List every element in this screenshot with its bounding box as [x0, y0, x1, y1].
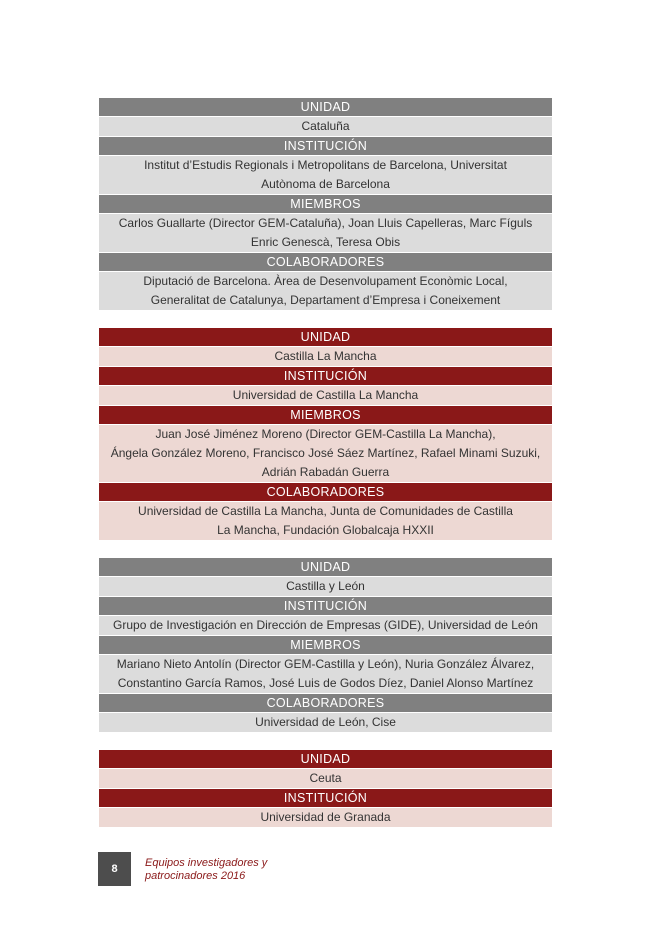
unit-block-castilla-la-mancha: [99, 328, 552, 540]
value-line: La Mancha, Fundación Globalcaja HXXII: [217, 523, 434, 537]
section-value-institucion: [99, 156, 552, 194]
value-line: Universidad de Castilla La Mancha: [232, 388, 419, 402]
value-line: Generalitat de Catalunya, Departament d’Empresa i Coneixement: [150, 293, 501, 307]
unit-block-ceuta: [99, 750, 552, 827]
section-value-unidad: [99, 347, 552, 366]
section-header-unidad: UNIDAD: [99, 328, 552, 346]
value-line: Ángela González Moreno, Francisco José Sáez Martínez, Rafael Minami Suzuki,: [110, 446, 541, 460]
section-header-colaboradores: COLABORADORES: [99, 694, 552, 712]
section-value-unidad: [99, 117, 552, 136]
value-line: Grupo de Investigación en Dirección de Empresas (GIDE), Universidad de León: [113, 618, 538, 632]
section-value-colaboradores: [99, 502, 552, 540]
section-value-institucion: [99, 808, 552, 827]
value-line: Diputació de Barcelona. Àrea de Desenvolupament Econòmic Local,: [143, 274, 508, 288]
section-value-institucion: [99, 616, 552, 635]
footer-title-line: Equipos investigadores y: [145, 857, 268, 869]
section-header-colaboradores: COLABORADORES: [99, 253, 552, 271]
value-line: Autònoma de Barcelona: [261, 177, 390, 191]
value-line: Constantino García Ramos, José Luis de Godos Díez, Daniel Alonso Martínez: [117, 676, 534, 690]
section-value-miembros: [99, 214, 552, 252]
unit-block-castilla-y-leon: [99, 558, 552, 732]
section-header-unidad: UNIDAD: [99, 750, 552, 768]
page-footer: [98, 852, 398, 886]
value-line: Enric Genescà, Teresa Obis: [250, 235, 401, 249]
section-header-miembros: MIEMBROS: [99, 195, 552, 213]
unit-block-cataluna: [99, 98, 552, 310]
section-value-unidad: [99, 577, 552, 596]
section-value-colaboradores: [99, 272, 552, 310]
value-line: Adrián Rabadán Guerra: [261, 465, 390, 479]
footer-title-line: patrocinadores 2016: [145, 870, 246, 882]
section-header-institucion: INSTITUCIÓN: [99, 137, 552, 155]
section-value-miembros: [99, 655, 552, 693]
value-line: Castilla La Mancha: [274, 349, 377, 363]
value-line: Universidad de Granada: [260, 810, 391, 824]
page-number: 8: [98, 852, 131, 886]
section-header-institucion: INSTITUCIÓN: [99, 597, 552, 615]
section-header-colaboradores: COLABORADORES: [99, 483, 552, 501]
value-line: Juan José Jiménez Moreno (Director GEM-Castilla La Mancha),: [155, 427, 496, 441]
section-header-institucion: INSTITUCIÓN: [99, 367, 552, 385]
footer-title: [145, 857, 267, 883]
section-header-miembros: MIEMBROS: [99, 406, 552, 424]
value-line: Ceuta: [309, 771, 342, 785]
value-line: Universidad de León, Cise: [255, 715, 396, 729]
value-line: Cataluña: [301, 119, 350, 133]
value-line: Universidad de Castilla La Mancha, Junta de Comunidades de Castilla: [138, 504, 513, 518]
section-header-institucion: INSTITUCIÓN: [99, 789, 552, 807]
value-line: Castilla y León: [286, 579, 365, 593]
section-value-institucion: [99, 386, 552, 405]
section-value-colaboradores: [99, 713, 552, 732]
research-units-list: [99, 98, 552, 828]
value-line: Institut d’Estudis Regionals i Metropolitans de Barcelona, Universitat: [144, 158, 507, 172]
section-header-miembros: MIEMBROS: [99, 636, 552, 654]
section-value-unidad: [99, 769, 552, 788]
section-value-miembros: [99, 425, 552, 482]
section-header-unidad: UNIDAD: [99, 558, 552, 576]
value-line: Mariano Nieto Antolín (Director GEM-Castilla y León), Nuria González Álvarez,: [116, 657, 535, 671]
value-line: Carlos Guallarte (Director GEM-Cataluña), Joan Lluis Capelleras, Marc Fíguls: [118, 216, 533, 230]
section-header-unidad: UNIDAD: [99, 98, 552, 116]
